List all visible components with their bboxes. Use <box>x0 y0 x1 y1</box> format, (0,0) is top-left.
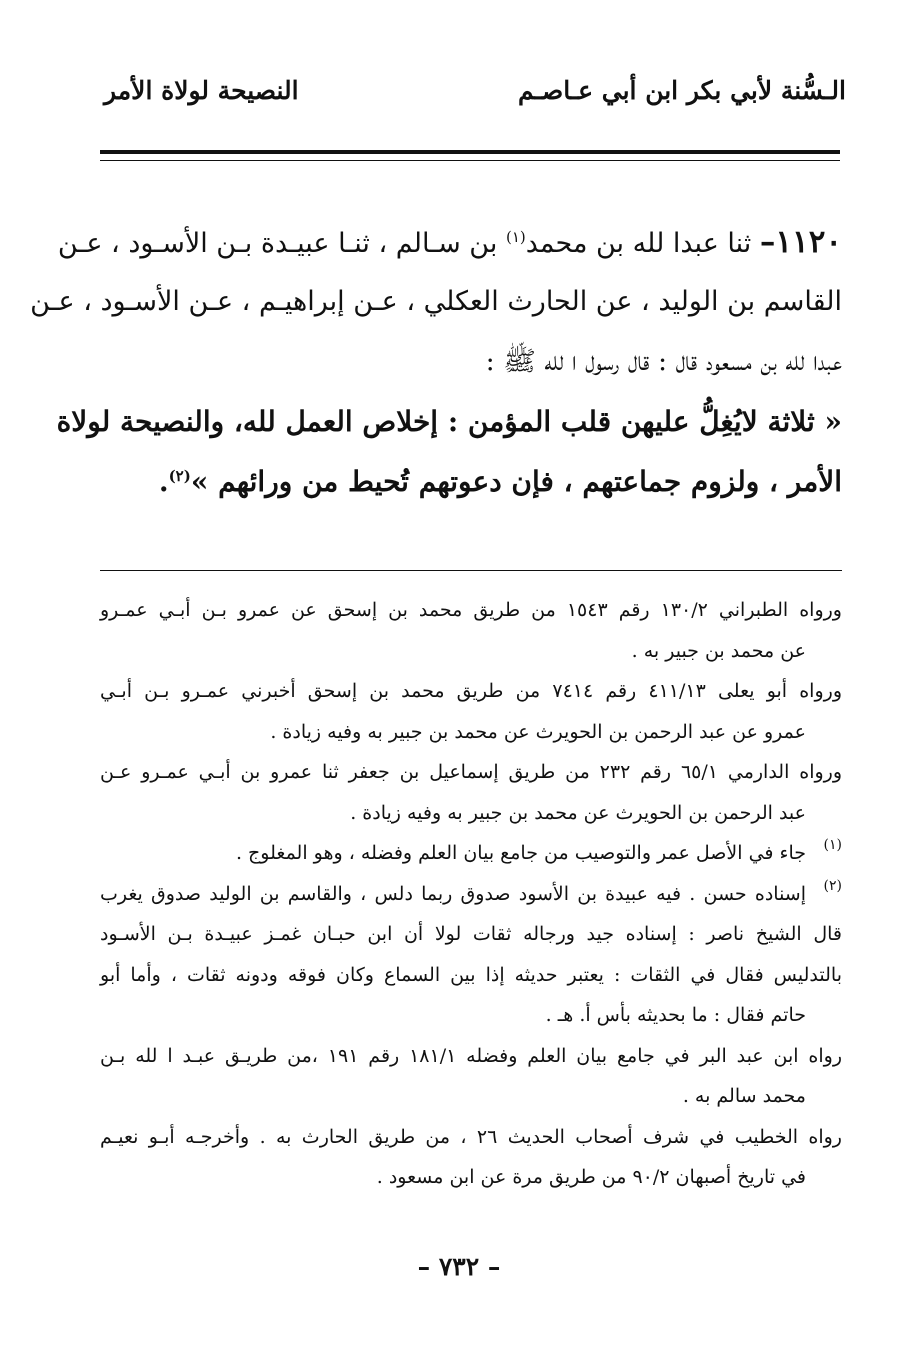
footnote-line: عبد الرحمن بن الحويرث عن محمد بن جبير به وفيه زيادة . <box>350 801 806 824</box>
matn-line-1: « ثلاثة لايُغِلُّ عليهن قلب المؤمن : إخلاص العمل لله، والنصيحة لولاة <box>56 405 842 438</box>
footnote-marker-1: (١) <box>505 228 526 246</box>
footnote-1 <box>100 833 842 874</box>
footnote-separator <box>100 570 842 571</box>
footnote-line: بالتدليس فقال في الثقات : يعتبر حديثه إذا بين السماع وكان فوقه ودونه ثقات ، وأما أبو <box>100 963 842 986</box>
footnote-1-marker: (١) <box>823 837 842 853</box>
footnote-marker-2: (٢) <box>168 467 191 485</box>
header-rule-thin <box>100 160 840 161</box>
footnote-line: في تاريخ أصبهان ٩٠/٢ من طريق مرة عن ابن مسعود . <box>376 1166 806 1188</box>
hadith-line-1 <box>57 212 842 272</box>
matn-line-2-end: . <box>158 465 169 498</box>
matn-line-2-text: الأمر ، ولزوم جماعتهم ، فإن دعوتهم تُحيط من ورائهم » <box>190 465 842 498</box>
footnote-2-marker: (٢) <box>823 877 842 894</box>
footnote-2 <box>100 874 842 915</box>
footnote-line: رواه الخطيب في شرف أصحاب الحديث ٢٦ ، من طريق الحارث به . وأخرجـه أبـو نعيـم <box>100 1125 842 1148</box>
footnote-line: رواه ابن عبد البر في جامع بيان العلم وفضله ١٨١/١ رقم ١٩١ ،من طريـق عبـد ا لله بـن <box>100 1044 842 1067</box>
page-number: – ٧٣٢ – <box>417 1252 501 1281</box>
footnotes-block <box>100 590 842 1198</box>
footnote-line: حاتم فقال : ما بحديثه بأس أ. هـ . <box>545 1004 806 1026</box>
hadith-number: ١١٢٠ <box>775 224 842 260</box>
footnote-line: محمد سالم به . <box>682 1085 806 1107</box>
footnote-line: ورواه الدارمي ٦٥/١ رقم ٢٣٢ من طريق إسماعيل بن جعفر ثنا عمرو بن أبـي عمـرو عـن <box>100 761 843 783</box>
isnad-part-2: بن سـالم ، ثنـا عبيـدة بـن الأسـود ، عـن <box>57 228 498 259</box>
matn-line-2 <box>100 452 842 512</box>
running-header <box>100 72 846 122</box>
footnote-line: ورواه أبو يعلى ٤١١/١٣ رقم ٧٤١٤ من طريق محمد بن إسحق أخبرني عمـرو بـن أبـي <box>100 680 842 702</box>
chapter-title: النصيحة لولاة الأمر <box>104 76 299 105</box>
footnote-line: قال الشيخ ناصر : إسناده جيد ورجاله ثقات لولا أن ابن حبـان غمـز عبيـدة بـن الأسـود <box>100 923 842 945</box>
footnote-line: ورواه الطبراني ١٣٠/٢ رقم ١٥٤٣ من طريق محمد بن إسحق عن عمرو بـن أبـي عمـرو <box>100 599 842 621</box>
isnad-part-1: ثنا عبدا لله بن محمد <box>525 228 752 259</box>
hadith-number-dash: – <box>759 224 776 260</box>
footnote-2-text: إسناده حسن . فيه عبيدة بن الأسود صدوق ربما دلس ، والقاسم بن الوليد صدوق يغرب <box>100 882 806 905</box>
hadith-line-3: عبدا لله بن مسعود قال : قال رسول ا لله ﷺ : <box>485 346 842 377</box>
footnote-line: عن محمد بن جبير به . <box>631 639 806 662</box>
hadith-line-2: القاسم بن الوليد ، عن الحارث العكلي ، عـن إبراهيـم ، عـن الأسـود ، عـن <box>30 286 842 317</box>
header-rule-thick <box>100 150 840 154</box>
footnote-line: عمرو عن عبد الرحمن بن الحويرث عن محمد بن جبير به وفيه زيادة . <box>270 720 806 743</box>
footnote-1-text: جاء في الأصل عمر والتوصيب من جامع بيان العلم وفضله ، وهو المغلوج . <box>235 842 806 864</box>
book-title: الـسُّنة لأبي بكر ابن أبي عـاصـم <box>518 76 846 105</box>
hadith-block <box>30 212 842 512</box>
